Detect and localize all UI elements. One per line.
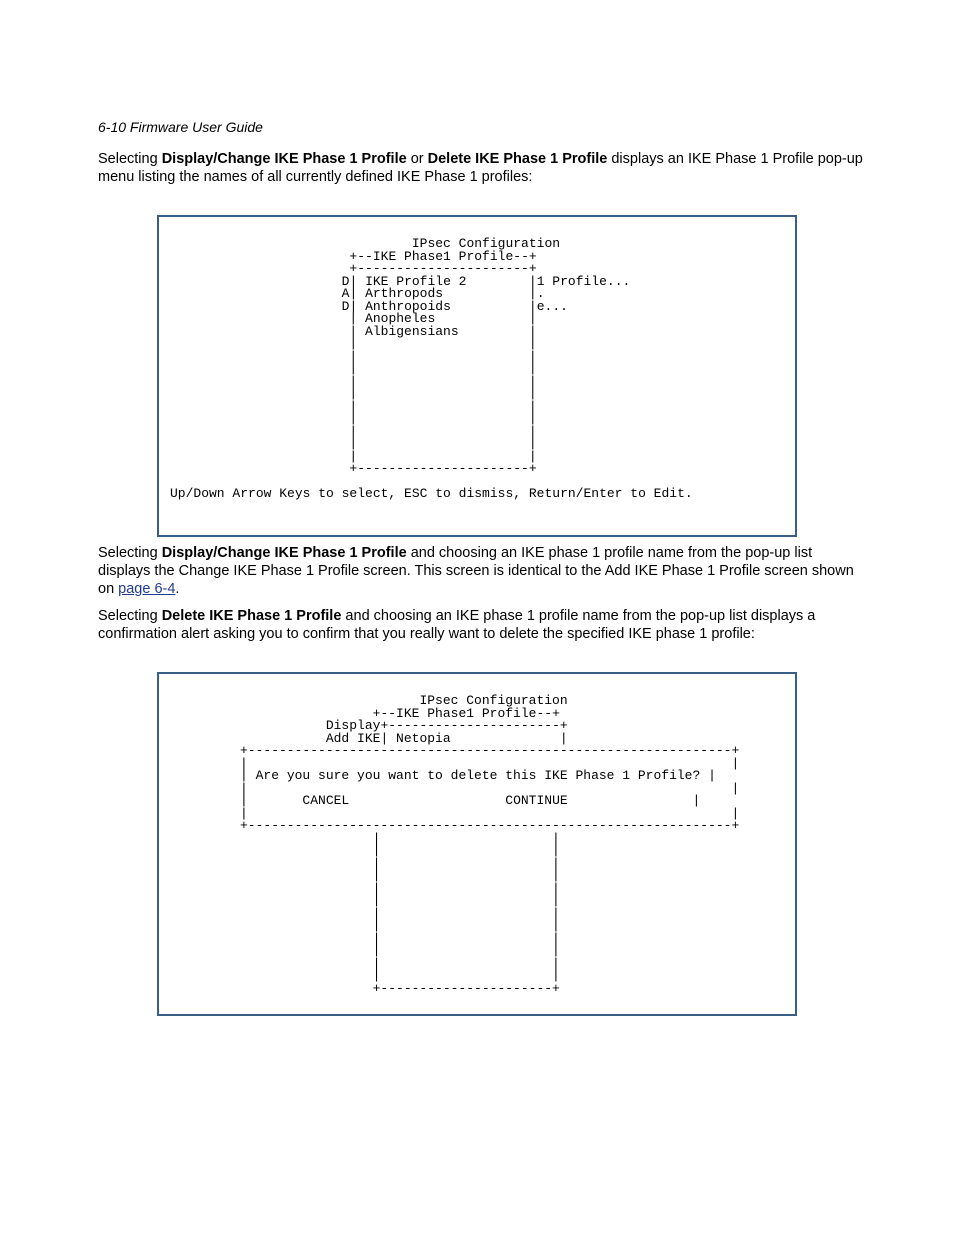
popup-title: IKE Phase1 Profile	[396, 705, 537, 721]
menu-name: Delete IKE Phase 1 Profile	[427, 151, 608, 167]
text: .	[175, 581, 180, 597]
text: and choosing an IKE phase 1 profile name from the pop-up list displays a confirmation alert asking you to confirm that you really want to delete the specified IKE phase 1 profile:	[98, 608, 816, 642]
profile-item[interactable]: Anthropoids	[365, 298, 451, 314]
intro-paragraph	[98, 150, 868, 186]
profile-item[interactable]: Arthropods	[365, 286, 444, 301]
text: Selecting	[98, 545, 162, 561]
text: Selecting	[98, 151, 162, 167]
delete-paragraph	[98, 607, 868, 643]
terminal-screen-profile-list	[157, 215, 797, 537]
menu-name: Display/Change IKE Phase 1 Profile	[161, 545, 407, 561]
obscured-menu-text: .	[536, 286, 545, 301]
obscured-menu-text: A	[341, 286, 350, 301]
page-link[interactable]: page 6-4	[118, 581, 176, 597]
screen-title: IPsec Configuration	[419, 693, 568, 708]
help-footer: Up/Down Arrow Keys to select, ESC to dismiss, Return/Enter to Edit.	[170, 486, 693, 501]
text: Selecting	[98, 608, 162, 624]
profile-item[interactable]: Albigensians	[365, 323, 459, 339]
menu-name: Display/Change IKE Phase 1 Profile	[161, 151, 407, 167]
profile-item[interactable]: Anopheles	[365, 311, 436, 326]
obscured-menu-text: D	[341, 298, 350, 314]
terminal-text: IPsec Configuration +--IKE Phase1 Profile--+ +----------------------+ D| IKE Profile 2 |1 Profile... A| Arthropods |. D| Anthropoids |e... | Anopheles | | Albigensians | | | | | | | | | | | | | | | | | | | | | +----------------------+ Up/Down Arrow Keys to select, ESC to dismiss, Return/Enter to Edit.	[170, 236, 693, 501]
menu-name: Delete IKE Phase 1 Profile	[161, 608, 342, 624]
confirm-question: Are you sure you want to delete this IKE Phase 1 Profile?	[255, 768, 701, 783]
description-paragraph	[98, 544, 868, 598]
terminal-screen-delete-confirm	[157, 672, 797, 1016]
text: or	[406, 151, 428, 167]
obscured-menu-text: e...	[536, 298, 568, 314]
profile-item[interactable]: IKE Profile 2	[365, 273, 467, 289]
obscured-menu-text: D	[341, 273, 350, 289]
continue-button[interactable]: CONTINUE	[505, 793, 568, 808]
terminal-text: IPsec Configuration +--IKE Phase1 Profile--+ Display+----------------------+ Add IKE| Netopia | +--------------------------------------------------------------+ | | | Are you sure you want to delete this IKE Phase 1 Profile? | | | | CANCEL CONTINUE | | | +--------------------------------------------------------------+ | | | | | | | | | | | | | | | | | | | | | | | | +----------------------+	[240, 693, 740, 996]
text: and choosing an IKE phase 1 profile name from the pop-up list displays the Change IKE Phase 1 Profile screen. This screen is identical to the Add IKE Phase 1 Profile screen shown on	[98, 545, 854, 597]
popup-title: IKE Phase1 Profile	[372, 248, 514, 264]
obscured-menu-text: Display	[325, 718, 381, 733]
screen-title: IPsec Configuration	[411, 236, 561, 251]
page-header: 6-10 Firmware User Guide	[98, 119, 263, 135]
obscured-menu-text: Add IKE	[325, 730, 381, 746]
text: displays an IKE Phase 1 Profile pop-up menu listing the names of all currently defined IKE Phase 1 profiles:	[98, 151, 863, 185]
cancel-button[interactable]: CANCEL	[302, 793, 350, 808]
profile-item: Netopia	[396, 730, 451, 746]
obscured-menu-text: 1 Profile...	[536, 273, 631, 289]
